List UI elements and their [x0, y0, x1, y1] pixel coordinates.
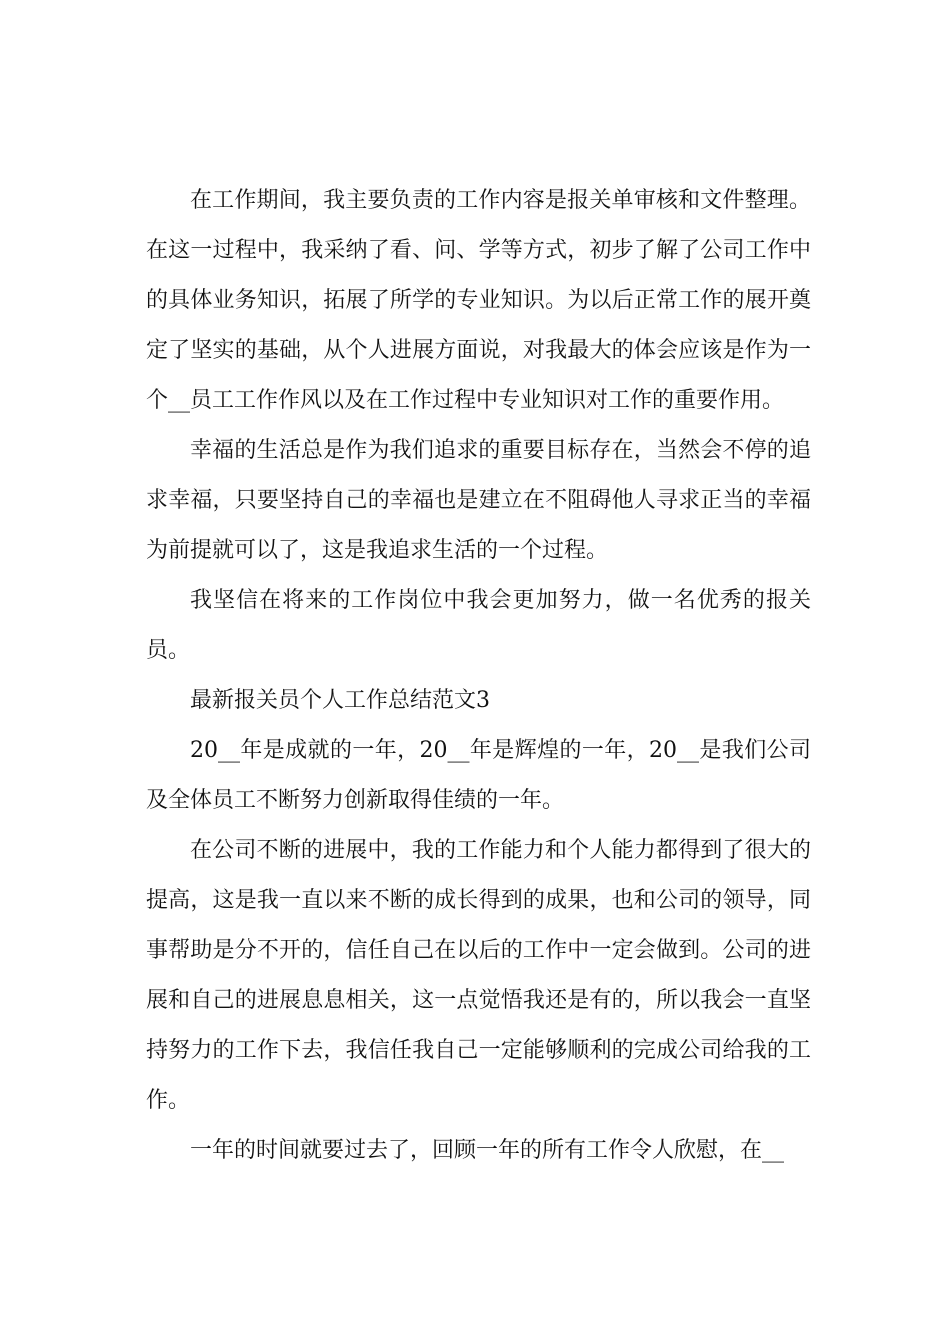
paragraph: 一年的时间就要过去了，回顾一年的所有工作令人欣慰，在__ — [190, 1138, 785, 1163]
paragraph: 20__年是成就的一年，20__年是辉煌的一年，20__是我们公司及全体员工不断努力创新取得佳绩的一年。 — [146, 738, 811, 813]
document-body — [146, 176, 811, 1176]
paragraph: 在工作期间，我主要负责的工作内容是报关单审核和文件整理。在这一过程中，我采纳了看、问、学等方式，初步了解了公司工作中的具体业务知识，拓展了所学的专业知识。为以后正常工作的展开奠定了坚实的基础，从个人进展方面说，对我最大的体会应该是作为一个__员工工作作风以及在工作过程中专业知识对工作的重要作用。 — [146, 188, 811, 413]
paragraph: 我坚信在将来的工作岗位中我会更加努力，做一名优秀的报关员。 — [146, 588, 811, 663]
section-heading: 最新报关员个人工作总结范文3 — [190, 688, 490, 713]
paragraph: 幸福的生活总是作为我们追求的重要目标存在，当然会不停的追求幸福，只要坚持自己的幸福也是建立在不阻碍他人寻求正当的幸福为前提就可以了，这是我追求生活的一个过程。 — [146, 438, 811, 563]
paragraph: 在公司不断的进展中，我的工作能力和个人能力都得到了很大的提高，这是我一直以来不断的成长得到的成果，也和公司的领导，同事帮助是分不开的，信任自己在以后的工作中一定会做到。公司的进展和自己的进展息息相关，这一点觉悟我还是有的，所以我会一直坚持努力的工作下去，我信任我自己一定能够顺利的完成公司给我的工作。 — [146, 838, 811, 1113]
